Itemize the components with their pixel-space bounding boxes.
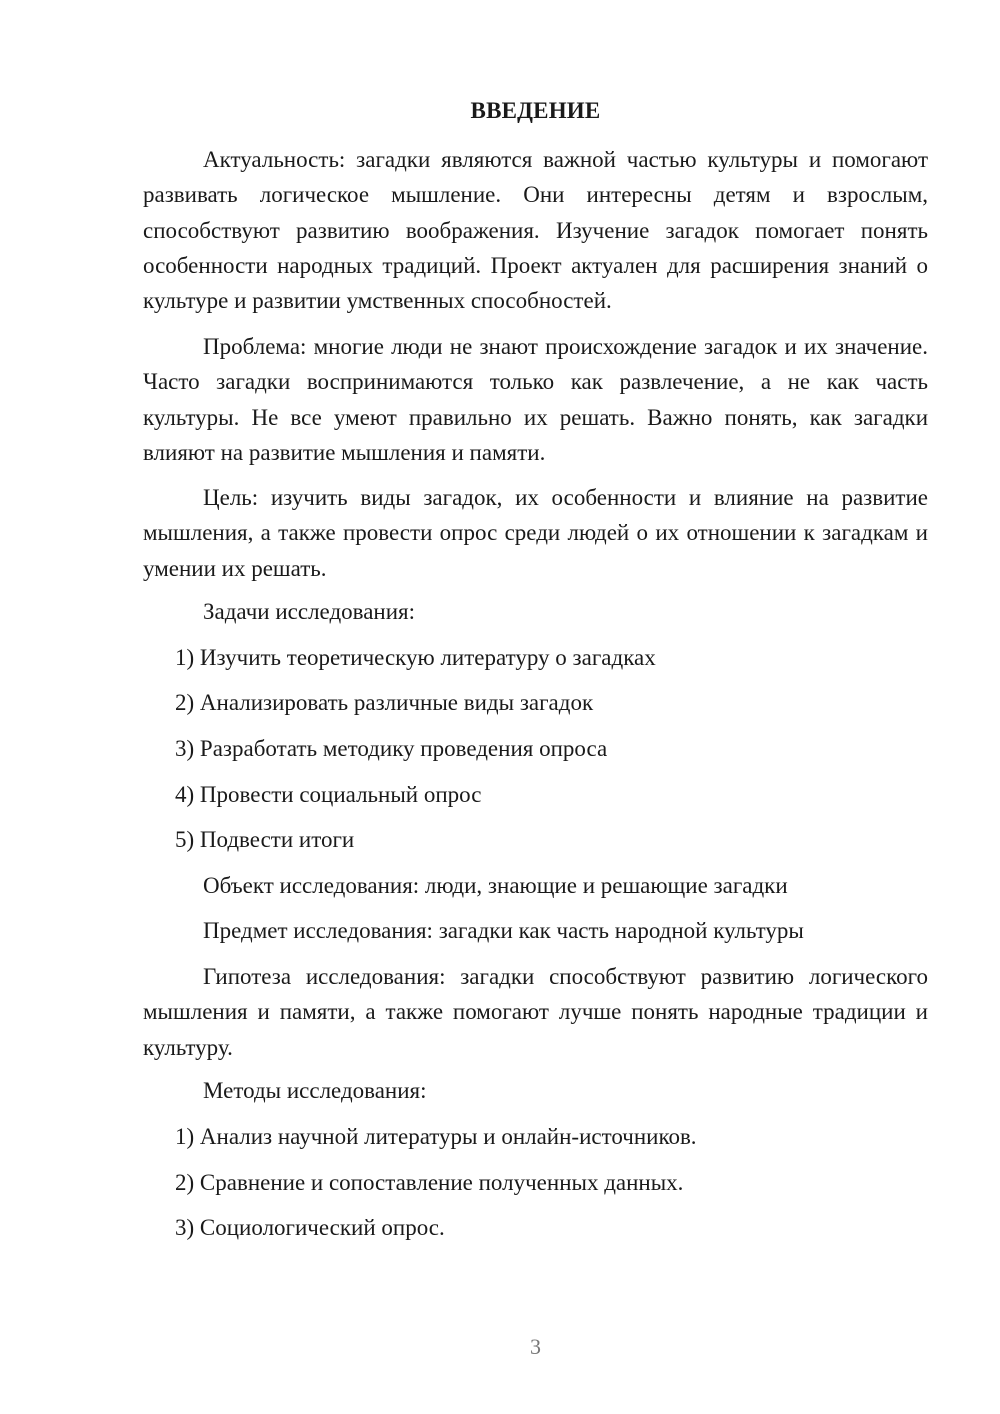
hypothesis-paragraph: Гипотеза исследования: загадки способствуют развитию логического мышления и памяти, а также помогают лучше понять народные традиции и культуру. bbox=[143, 964, 928, 1060]
task-item: 4) Провести социальный опрос bbox=[175, 782, 482, 807]
method-item: 3) Социологический опрос. bbox=[175, 1215, 445, 1240]
research-subject: Предмет исследования: загадки как часть народной культуры bbox=[203, 918, 804, 943]
problem-paragraph: Проблема: многие люди не знают происхождение загадок и их значение. Часто загадки воспринимаются только как развлечение, а не как часть культуры. Не все умеют правильно их решать. Важно понять, как загадки влияют на развитие мышления и памяти. bbox=[143, 334, 928, 465]
tasks-heading: Задачи исследования: bbox=[203, 599, 416, 624]
page-title: ВВЕДЕНИЕ bbox=[470, 98, 601, 123]
method-item: 2) Сравнение и сопоставление полученных данных. bbox=[175, 1170, 684, 1195]
research-object: Объект исследования: люди, знающие и решающие загадки bbox=[203, 873, 788, 898]
task-item: 5) Подвести итоги bbox=[175, 827, 355, 852]
document-page bbox=[143, 0, 928, 1414]
relevance-paragraph: Актуальность: загадки являются важной частью культуры и помогают развивать логическое мышление. Они интересны детям и взрослым, способствуют развитию воображения. Изучение загадок помогает понять особенности народных традиций. Проект актуален для расширения знаний о культуре и развитии умственных способностей. bbox=[143, 147, 928, 314]
page-number: 3 bbox=[530, 1334, 541, 1359]
task-item: 1) Изучить теоретическую литературу о загадках bbox=[175, 645, 656, 670]
task-item: 2) Анализировать различные виды загадок bbox=[175, 690, 594, 715]
methods-heading: Методы исследования: bbox=[203, 1078, 427, 1103]
goal-paragraph: Цель: изучить виды загадок, их особенности и влияние на развитие мышления, а также провести опрос среди людей о их отношении к загадкам и умении их решать. bbox=[143, 485, 928, 581]
task-item: 3) Разработать методику проведения опроса bbox=[175, 736, 608, 761]
method-item: 1) Анализ научной литературы и онлайн-источников. bbox=[175, 1124, 697, 1149]
